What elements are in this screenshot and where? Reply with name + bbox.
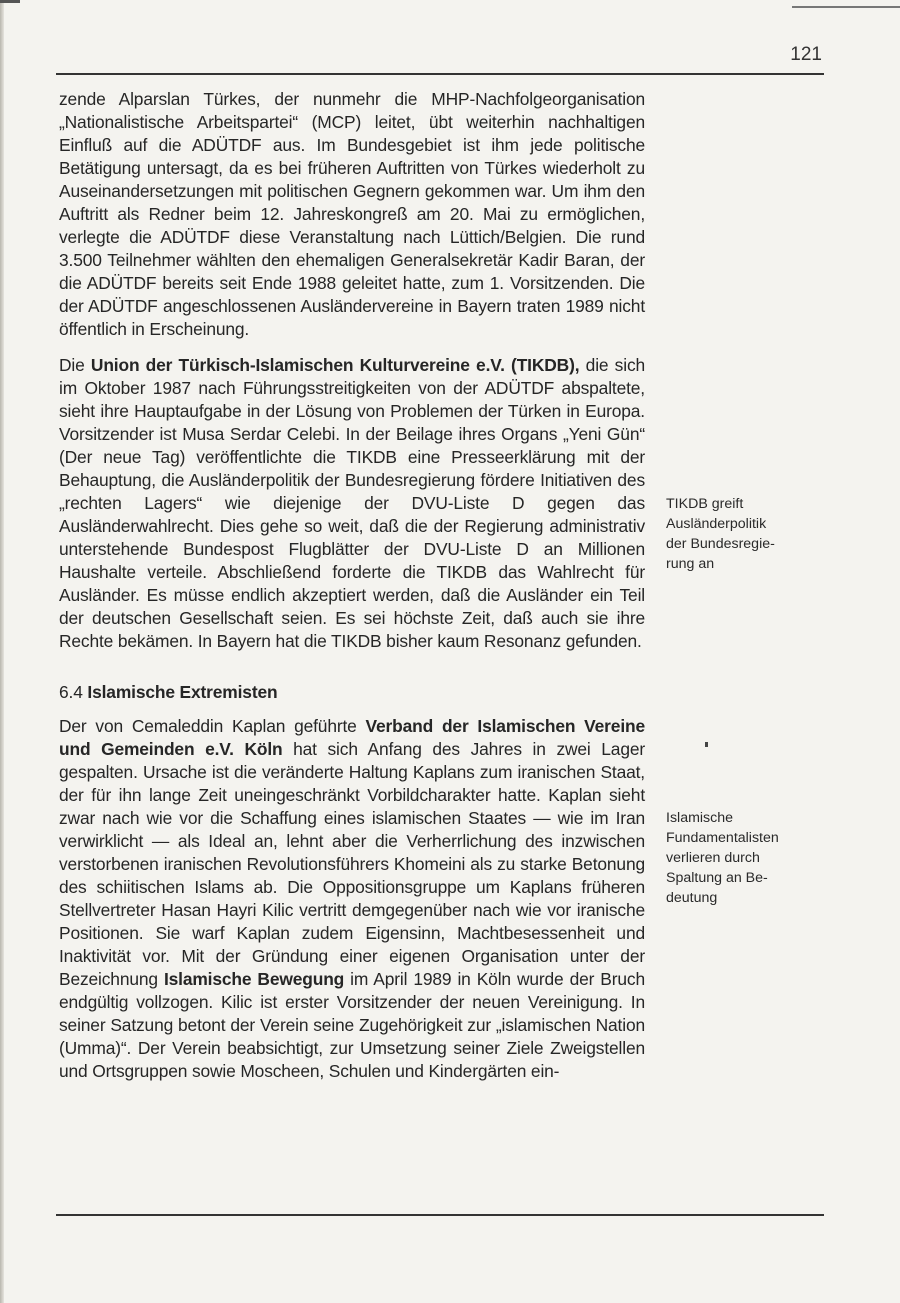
paragraph-tikdb-body: die sich im Oktober 1987 nach Führungsstreitigkeiten von der ADÜTDF abspaltete, sieht ihre Hauptaufgabe in der Lösung von Problemen der Türken in Europa. Vorsitzender ist Musa Serdar Celebi. In der Beilage ihres Organs „Yeni Gün“ (Der neue Tag) veröffentlichte die TIKDB eine Presseerklärung mit der Behauptung, die Ausländerpolitik der Bundesregierung fördere Initiativen des „rechten Lagers“ wie diejenige der DVU-Liste D gegen das Ausländerwahlrecht. Dies gehe so weit, daß die der Regierung administrativ unterstehende Bundespost Flugblätter der DVU-Liste D an Millionen Haushalte verteile. Abschließend forderte die TIKDB das Wahlrecht für Ausländer. Es müsse endlich akzeptiert werden, daß die Ausländer ein Teil der deutschen Gesellschaft seien. Es sei höchste Zeit, daß auch sie ihre Rechte bekämen. In Bayern hat die TIKDB bisher kaum Resonanz gefunden. <box>59 355 646 651</box>
scan-top-mark <box>0 0 20 3</box>
margin-note-tikdb <box>666 494 816 574</box>
paragraph-adutdf: zende Alparslan Türkes, der nunmehr die MHP-Nachfolgeorganisation „Nationalistische Arbeitspartei“ (MCP) leitet, übt weiterhin nachhaltigen Einfluß auf die ADÜTDF aus. Im Bundesgebiet ist ihm jede politische Betätigung untersagt, da es bei früheren Auftritten von Türkes wiederholt zu Auseinandersetzungen mit politischen Gegnern gekommen war. Um ihm den Auftritt als Redner beim 12. Jahreskongreß am 20. Mai zu ermöglichen, verlegte die ADÜTDF diese Veranstaltung nach Lüttich/Belgien. Die rund 3.500 Teilnehmer wählten den ehemaligen Generalsekretär Kadir Baran, der die ADÜTDF bereits seit Ende 1988 geleitet hatte, zum 1. Vorsitzenden. Die der ADÜTDF angeschlossenen Ausländervereine in Bayern traten 1989 nicht öffentlich in Erscheinung. <box>59 89 645 339</box>
margin-note-line: TIKDB greift <box>666 496 744 512</box>
paragraph-kaplan-part-a: Der von Cemaleddin Kaplan geführte <box>59 716 357 736</box>
footer-rule <box>56 1214 824 1216</box>
paragraph-tikdb <box>59 354 645 653</box>
margin-note-line: Ausländerpolitik <box>666 516 767 532</box>
margin-note-line: Islamische <box>666 810 734 826</box>
section-number: 6.4 <box>59 682 83 702</box>
margin-note-line: verlieren durch <box>666 850 760 866</box>
scan-top-right-line <box>792 6 900 8</box>
margin-note-line: rung an <box>666 556 715 572</box>
main-text-column <box>59 88 645 1083</box>
paragraph-kaplan <box>59 715 645 1083</box>
margin-note-line: der Bundesregie- <box>666 536 775 552</box>
margin-note-fundamentalisten <box>666 808 816 908</box>
margin-note-line: Fundamentalisten <box>666 830 779 846</box>
paragraph-kaplan-part-c: im April 1989 in Köln wurde der Bruch endgültig vollzogen. Kilic ist erster Vorsitzender der neuen Vereinigung. In seiner Satzung betont der Verein seine Zugehörigkeit zur „islamischen Nation (Umma)“. Der Verein beabsichtigt, zur Umsetzung seiner Ziele Zweigstellen und Ortsgruppen sowie Moscheen, Schulen und Kindergärten ein- <box>59 969 645 1081</box>
org-name-tikdb: Union der Türkisch-Islamischen Kulturvereine e.V. (TIKDB), <box>90 355 580 375</box>
org-name-islamische-bewegung: Islamische Bewegung <box>163 969 345 989</box>
scan-left-edge <box>0 0 4 1303</box>
page-number: 121 <box>790 44 822 65</box>
section-heading <box>59 681 645 704</box>
paragraph-tikdb-intro: Die <box>59 355 85 375</box>
header-rule <box>56 73 824 75</box>
margin-note-line: Spaltung an Be- <box>666 870 768 886</box>
paragraph-kaplan-part-b: hat sich Anfang des Jahres in zwei Lager gespalten. Ursache ist die veränderte Haltung Kaplans zum iranischen Staat, der für ihn lange Zeit uneingeschränkt Vorbildcharakter hatte. Kaplan sieht zwar nach wie vor die Schaffung eines islamischen Staates — wie im Iran verwirklicht — als Ideal an, lehnt aber die Verherrlichung des inzwischen verstorbenen iranischen Revolutionsführers Khomeini als zu starke Betonung des schiitischen Islams ab. Die Oppositionsgruppe um Kaplans früheren Stellvertreter Hasan Hayri Kilic vertritt demgegenüber nach wie vor iranische Positionen. Sie warf Kaplan zudem Eigensinn, Machtbesessenheit und Inaktivität vor. Mit der Gründung einer eigenen Organisation unter der Bezeichnung <box>59 739 646 989</box>
margin-note-line: deutung <box>666 890 718 906</box>
scan-speck <box>705 742 708 747</box>
section-title: Islamische Extremisten <box>87 682 278 702</box>
org-name-verband: Verband der Islamischen Vereine und Gemeinden e.V. Köln <box>59 716 645 759</box>
